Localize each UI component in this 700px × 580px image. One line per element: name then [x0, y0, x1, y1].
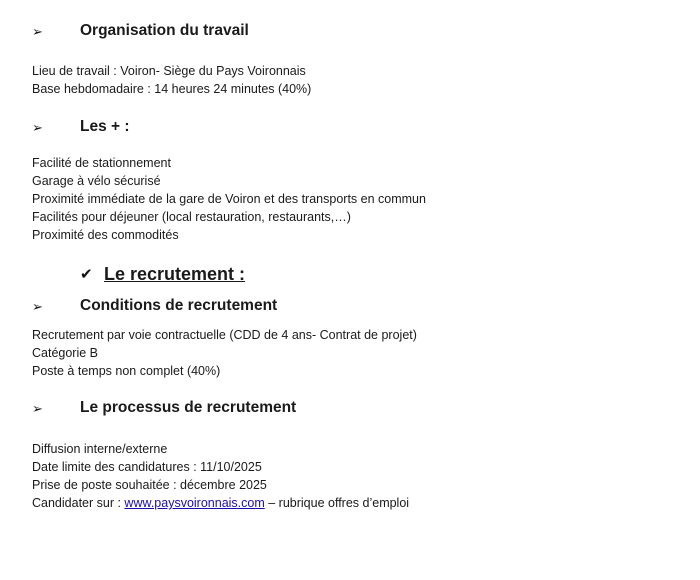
conditions-details — [32, 326, 417, 380]
arrow-bullet-icon: ➢ — [32, 119, 43, 135]
organisation-details — [32, 62, 311, 98]
heading-plus-title: Les + : — [80, 118, 130, 135]
processus-details — [32, 440, 409, 512]
heading-plus — [32, 117, 130, 137]
text-line: Diffusion interne/externe — [32, 442, 168, 456]
apply-suffix: – rubrique offres d’emploi — [264, 496, 410, 510]
text-line: Date limite des candidatures : 11/10/2025 — [32, 460, 262, 474]
text-line: Facilité de stationnement — [32, 156, 171, 170]
heading-recrutement — [80, 262, 245, 286]
text-line: Recrutement par voie contractuelle (CDD de 4 ans- Contrat de projet) — [32, 328, 417, 342]
apply-line — [32, 494, 409, 512]
checkmark-icon: ✔ — [80, 266, 93, 283]
text-line: Facilités pour déjeuner (local restauration, restaurants,…) — [32, 210, 351, 224]
text-line: Prise de poste souhaitée : décembre 2025 — [32, 478, 267, 492]
text-line: Lieu de travail : Voiron- Siège du Pays Voironnais — [32, 64, 306, 78]
website-link[interactable]: www.paysvoironnais.com — [124, 496, 265, 510]
heading-conditions-title: Conditions de recrutement — [80, 297, 278, 314]
arrow-bullet-icon: ➢ — [32, 400, 43, 416]
plus-details — [32, 154, 426, 244]
text-line: Catégorie B — [32, 346, 99, 360]
text-line: Proximité immédiate de la gare de Voiron et des transports en commun — [32, 192, 426, 206]
text-line: Poste à temps non complet (40%) — [32, 364, 221, 378]
heading-organisation — [32, 21, 249, 41]
heading-organisation-title: Organisation du travail — [80, 22, 249, 39]
text-line: Base hebdomadaire : 14 heures 24 minutes (40%) — [32, 82, 312, 96]
heading-processus-title: Le processus de recrutement — [80, 399, 297, 416]
heading-conditions — [32, 296, 277, 316]
heading-recrutement-title: Le recrutement : — [104, 263, 246, 284]
apply-prefix: Candidater sur : — [32, 496, 125, 510]
arrow-bullet-icon: ➢ — [32, 23, 43, 39]
arrow-bullet-icon: ➢ — [32, 298, 43, 314]
text-line: Garage à vélo sécurisé — [32, 174, 161, 188]
text-line: Proximité des commodités — [32, 228, 179, 242]
heading-processus — [32, 398, 296, 418]
